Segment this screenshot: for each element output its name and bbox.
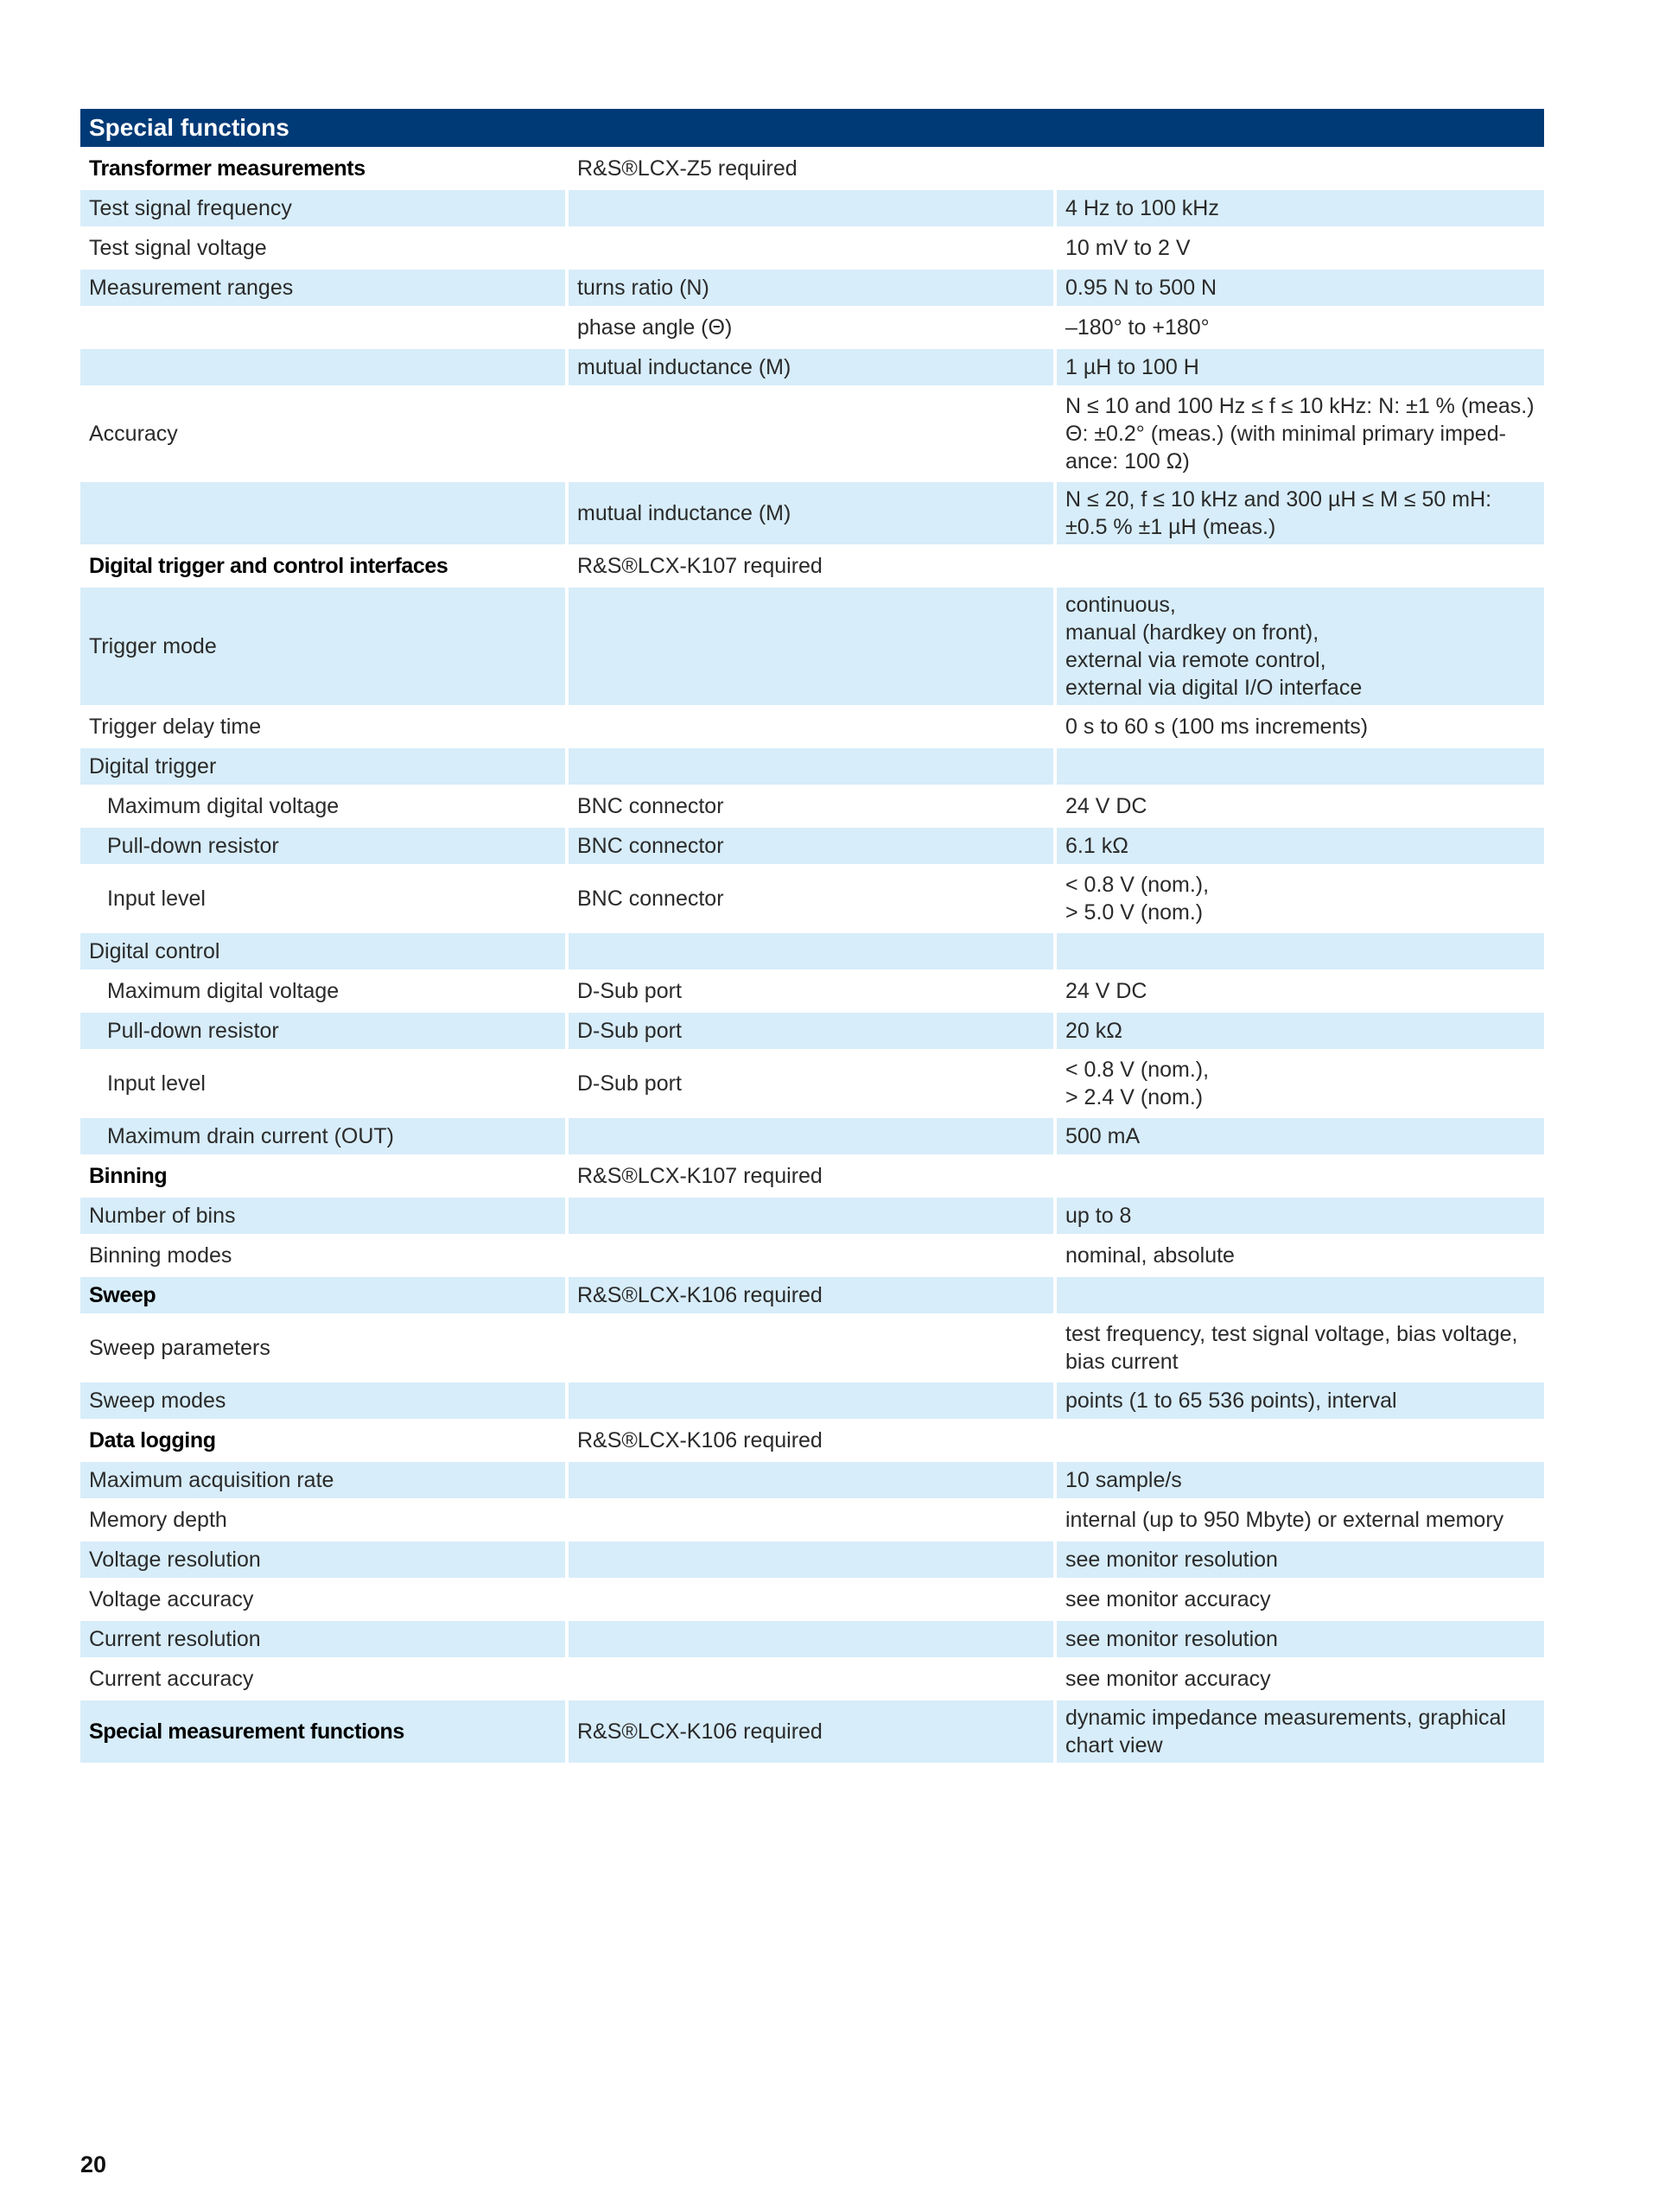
value-line: nominal, absolute — [1065, 1243, 1235, 1268]
parameter-cell: Maximum acquisition rate — [80, 1462, 569, 1502]
value-line: > 2.4 V (nom.) — [1065, 1085, 1204, 1109]
parameter-cell: Sweep — [80, 1277, 569, 1317]
value-line: –180° to +180° — [1065, 315, 1210, 340]
parameter-cell: Special measurement functions — [80, 1700, 569, 1766]
parameter-cell: Maximum digital voltage — [80, 788, 569, 828]
value-line: points (1 to 65 536 points), interval — [1065, 1389, 1397, 1413]
table-row — [80, 748, 1544, 788]
value-cell — [1057, 548, 1544, 588]
condition-cell — [569, 1661, 1057, 1700]
parameter-cell: Memory depth — [80, 1502, 569, 1541]
table-row — [80, 270, 1544, 309]
value-line: 1 µH to 100 H — [1065, 355, 1199, 379]
table-row — [80, 190, 1544, 230]
parameter-cell: Trigger mode — [80, 588, 569, 709]
value-line: 10 mV to 2 V — [1065, 236, 1191, 260]
value-cell — [1057, 1661, 1544, 1700]
value-line: chart view — [1065, 1733, 1163, 1758]
spec-page — [80, 109, 1544, 1766]
table-row — [80, 230, 1544, 270]
parameter-cell: Sweep parameters — [80, 1317, 569, 1382]
value-line: 0.95 N to 500 N — [1065, 276, 1217, 300]
parameter-cell: Binning modes — [80, 1237, 569, 1277]
value-cell — [1057, 828, 1544, 868]
table-row — [80, 1541, 1544, 1581]
table-row — [80, 1661, 1544, 1700]
value-line: > 5.0 V (nom.) — [1065, 900, 1204, 925]
condition-cell — [569, 1382, 1057, 1422]
table-row — [80, 1462, 1544, 1502]
parameter-cell: Test signal voltage — [80, 230, 569, 270]
parameter-cell — [80, 349, 569, 389]
table-row — [80, 973, 1544, 1013]
value-cell — [1057, 1462, 1544, 1502]
parameter-cell: Maximum drain current (OUT) — [80, 1118, 569, 1158]
condition-cell: mutual inductance (M) — [569, 349, 1057, 389]
value-line: ance: 100 Ω) — [1065, 449, 1190, 474]
table-row — [80, 309, 1544, 349]
condition-cell: R&S®LCX-K107 required — [569, 548, 1057, 588]
condition-cell: R&S®LCX-K106 required — [569, 1277, 1057, 1317]
value-cell — [1057, 973, 1544, 1013]
condition-cell: BNC connector — [569, 868, 1057, 933]
parameter-cell: Number of bins — [80, 1198, 569, 1237]
value-cell — [1057, 1158, 1544, 1198]
value-cell — [1057, 1013, 1544, 1052]
table-row — [80, 588, 1544, 709]
parameter-cell: Voltage accuracy — [80, 1581, 569, 1621]
table-row — [80, 150, 1544, 190]
value-cell — [1057, 1502, 1544, 1541]
condition-cell: R&S®LCX-K106 required — [569, 1700, 1057, 1766]
parameter-cell: Accuracy — [80, 389, 569, 482]
value-cell — [1057, 709, 1544, 748]
value-cell — [1057, 1277, 1544, 1317]
condition-cell: R&S®LCX-Z5 required — [569, 150, 1057, 190]
condition-cell — [569, 1462, 1057, 1502]
condition-cell — [569, 588, 1057, 709]
value-line: see monitor accuracy — [1065, 1667, 1271, 1691]
value-cell — [1057, 1581, 1544, 1621]
value-line: internal (up to 950 Mbyte) or external memory — [1065, 1508, 1504, 1532]
condition-cell: D-Sub port — [569, 973, 1057, 1013]
parameter-cell: Digital trigger — [80, 748, 569, 788]
parameter-cell: Current accuracy — [80, 1661, 569, 1700]
parameter-cell — [80, 482, 569, 548]
value-cell — [1057, 1237, 1544, 1277]
table-row — [80, 1118, 1544, 1158]
value-cell — [1057, 588, 1544, 709]
parameter-cell: Measurement ranges — [80, 270, 569, 309]
special-functions-table — [80, 109, 1544, 1766]
table-row — [80, 1621, 1544, 1661]
value-line: 24 V DC — [1065, 794, 1147, 818]
value-line: Θ: ±0.2° (meas.) (with minimal primary imped- — [1065, 422, 1506, 446]
table-row — [80, 548, 1544, 588]
parameter-cell: Test signal frequency — [80, 190, 569, 230]
section-title: Special functions — [80, 109, 1544, 150]
value-cell — [1057, 1198, 1544, 1237]
value-cell — [1057, 482, 1544, 548]
condition-cell: turns ratio (N) — [569, 270, 1057, 309]
condition-cell: phase angle (Θ) — [569, 309, 1057, 349]
table-row — [80, 1581, 1544, 1621]
value-cell — [1057, 1621, 1544, 1661]
value-line: external via remote control, — [1065, 648, 1326, 672]
parameter-cell: Data logging — [80, 1422, 569, 1462]
value-line: 6.1 kΩ — [1065, 834, 1128, 858]
table-row — [80, 1502, 1544, 1541]
table-row — [80, 1700, 1544, 1766]
condition-cell — [569, 1317, 1057, 1382]
value-cell — [1057, 868, 1544, 933]
table-header-row — [80, 109, 1544, 150]
parameter-cell: Binning — [80, 1158, 569, 1198]
table-row — [80, 788, 1544, 828]
value-line: 20 kΩ — [1065, 1019, 1122, 1043]
condition-cell — [569, 933, 1057, 973]
parameter-cell: Digital trigger and control interfaces — [80, 548, 569, 588]
condition-cell: D-Sub port — [569, 1013, 1057, 1052]
condition-cell — [569, 1198, 1057, 1237]
condition-cell — [569, 1581, 1057, 1621]
parameter-cell: Digital control — [80, 933, 569, 973]
value-line: dynamic impedance measurements, graphical — [1065, 1706, 1506, 1730]
condition-cell — [569, 1621, 1057, 1661]
condition-cell — [569, 190, 1057, 230]
parameter-cell: Transformer measurements — [80, 150, 569, 190]
value-cell — [1057, 309, 1544, 349]
value-line: 4 Hz to 100 kHz — [1065, 196, 1219, 220]
table-row — [80, 1422, 1544, 1462]
table-row — [80, 1158, 1544, 1198]
value-line: see monitor resolution — [1065, 1627, 1278, 1651]
condition-cell: R&S®LCX-K107 required — [569, 1158, 1057, 1198]
table-row — [80, 1052, 1544, 1118]
condition-cell — [569, 1541, 1057, 1581]
value-cell — [1057, 748, 1544, 788]
condition-cell — [569, 709, 1057, 748]
value-cell — [1057, 1382, 1544, 1422]
value-line: 10 sample/s — [1065, 1468, 1182, 1492]
value-cell — [1057, 1422, 1544, 1462]
parameter-cell: Sweep modes — [80, 1382, 569, 1422]
table-row — [80, 709, 1544, 748]
value-line: ±0.5 % ±1 µH (meas.) — [1065, 515, 1276, 539]
condition-cell — [569, 748, 1057, 788]
value-cell — [1057, 1317, 1544, 1382]
value-line: manual (hardkey on front), — [1065, 620, 1319, 645]
value-cell — [1057, 1118, 1544, 1158]
parameter-cell: Pull-down resistor — [80, 1013, 569, 1052]
table-row — [80, 1198, 1544, 1237]
table-row — [80, 1317, 1544, 1382]
table-row — [80, 349, 1544, 389]
condition-cell: R&S®LCX-K106 required — [569, 1422, 1057, 1462]
table-row — [80, 868, 1544, 933]
value-line: see monitor accuracy — [1065, 1587, 1271, 1611]
value-cell — [1057, 1052, 1544, 1118]
parameter-cell: Pull-down resistor — [80, 828, 569, 868]
value-line: see monitor resolution — [1065, 1548, 1278, 1572]
value-line: 500 mA — [1065, 1124, 1141, 1148]
value-cell — [1057, 788, 1544, 828]
value-cell — [1057, 270, 1544, 309]
parameter-cell: Current resolution — [80, 1621, 569, 1661]
parameter-cell: Voltage resolution — [80, 1541, 569, 1581]
table-row — [80, 828, 1544, 868]
value-cell — [1057, 1700, 1544, 1766]
table-row — [80, 389, 1544, 482]
value-cell — [1057, 933, 1544, 973]
value-line: N ≤ 20, f ≤ 10 kHz and 300 µH ≤ M ≤ 50 mH: — [1065, 487, 1492, 512]
table-row — [80, 1237, 1544, 1277]
value-line: < 0.8 V (nom.), — [1065, 1058, 1210, 1082]
table-row — [80, 1013, 1544, 1052]
condition-cell: mutual inductance (M) — [569, 482, 1057, 548]
parameter-cell: Maximum digital voltage — [80, 973, 569, 1013]
value-line: 24 V DC — [1065, 979, 1147, 1003]
condition-cell: D-Sub port — [569, 1052, 1057, 1118]
value-line: external via digital I/O interface — [1065, 676, 1363, 700]
value-line: bias current — [1065, 1350, 1179, 1374]
condition-cell — [569, 230, 1057, 270]
value-cell — [1057, 389, 1544, 482]
value-line: < 0.8 V (nom.), — [1065, 873, 1210, 897]
table-row — [80, 933, 1544, 973]
value-line: test frequency, test signal voltage, bias voltage, — [1065, 1322, 1518, 1346]
condition-cell: BNC connector — [569, 828, 1057, 868]
value-cell — [1057, 230, 1544, 270]
value-cell — [1057, 349, 1544, 389]
table-row — [80, 482, 1544, 548]
parameter-cell: Trigger delay time — [80, 709, 569, 748]
value-cell — [1057, 150, 1544, 190]
value-line: N ≤ 10 and 100 Hz ≤ f ≤ 10 kHz: N: ±1 % (meas.) — [1065, 394, 1535, 418]
condition-cell — [569, 1118, 1057, 1158]
value-line: continuous, — [1065, 593, 1176, 617]
condition-cell — [569, 1237, 1057, 1277]
parameter-cell: Input level — [80, 868, 569, 933]
parameter-cell — [80, 309, 569, 349]
condition-cell — [569, 1502, 1057, 1541]
value-line: up to 8 — [1065, 1204, 1132, 1228]
page-number: 20 — [80, 2152, 107, 2177]
condition-cell: BNC connector — [569, 788, 1057, 828]
table-row — [80, 1277, 1544, 1317]
condition-cell — [569, 389, 1057, 482]
value-cell — [1057, 190, 1544, 230]
parameter-cell: Input level — [80, 1052, 569, 1118]
table-row — [80, 1382, 1544, 1422]
value-line: 0 s to 60 s (100 ms increments) — [1065, 715, 1369, 739]
value-cell — [1057, 1541, 1544, 1581]
